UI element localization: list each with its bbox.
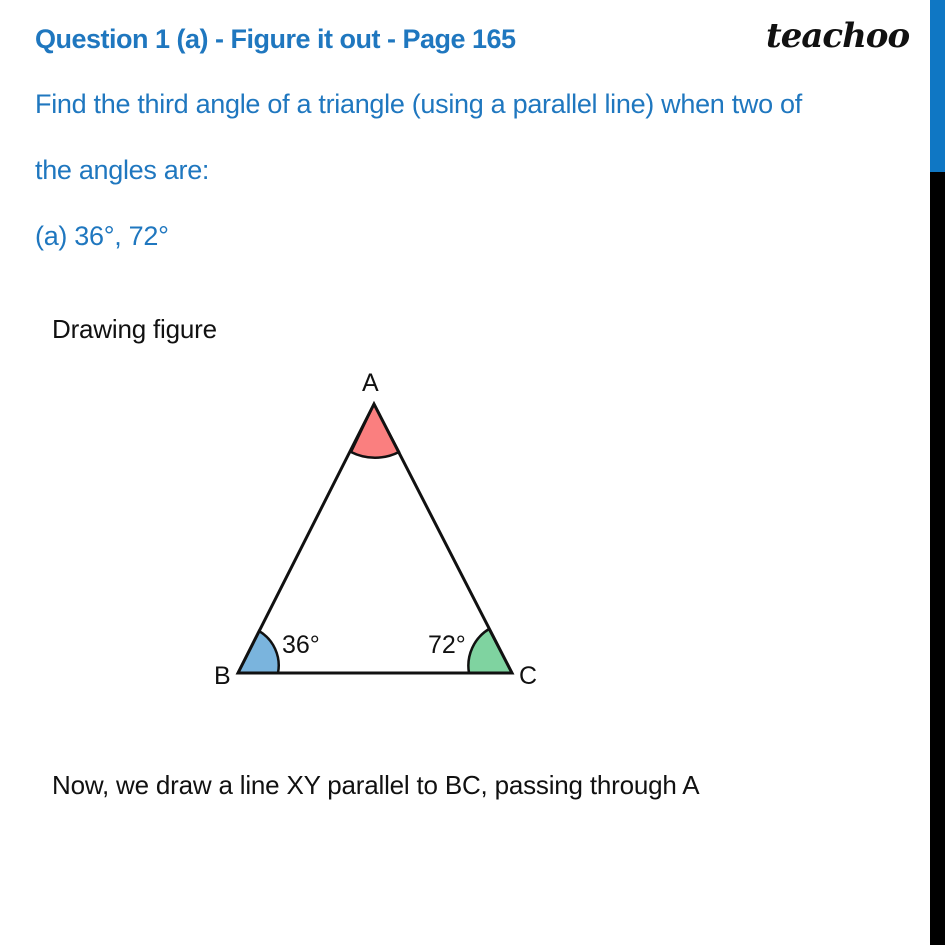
angle-c-arc xyxy=(468,629,512,673)
question-line-1: Find the third angle of a triangle (using a parallel line) when two of xyxy=(35,89,802,119)
angle-b-label: 36° xyxy=(282,631,320,659)
vertex-c-label: C xyxy=(519,662,538,690)
sidebar-dark-bar xyxy=(930,172,945,945)
question-part: (a) 36°, 72° xyxy=(35,221,169,251)
vertex-a-label: A xyxy=(362,369,379,397)
vertex-b-label: B xyxy=(214,662,231,690)
angle-b-arc xyxy=(238,631,279,673)
question-line-2: the angles are: xyxy=(35,155,210,185)
angle-c-label: 72° xyxy=(428,631,466,659)
angle-a-arc xyxy=(351,404,399,458)
sidebar-accent-bar xyxy=(930,0,945,172)
step-parallel-line: Now, we draw a line XY parallel to BC, passing through A xyxy=(52,770,700,800)
teachoo-logo: teachoo xyxy=(766,16,910,56)
page-title: Question 1 (a) - Figure it out - Page 165 xyxy=(35,24,516,54)
step-drawing-figure: Drawing figure xyxy=(52,314,217,344)
